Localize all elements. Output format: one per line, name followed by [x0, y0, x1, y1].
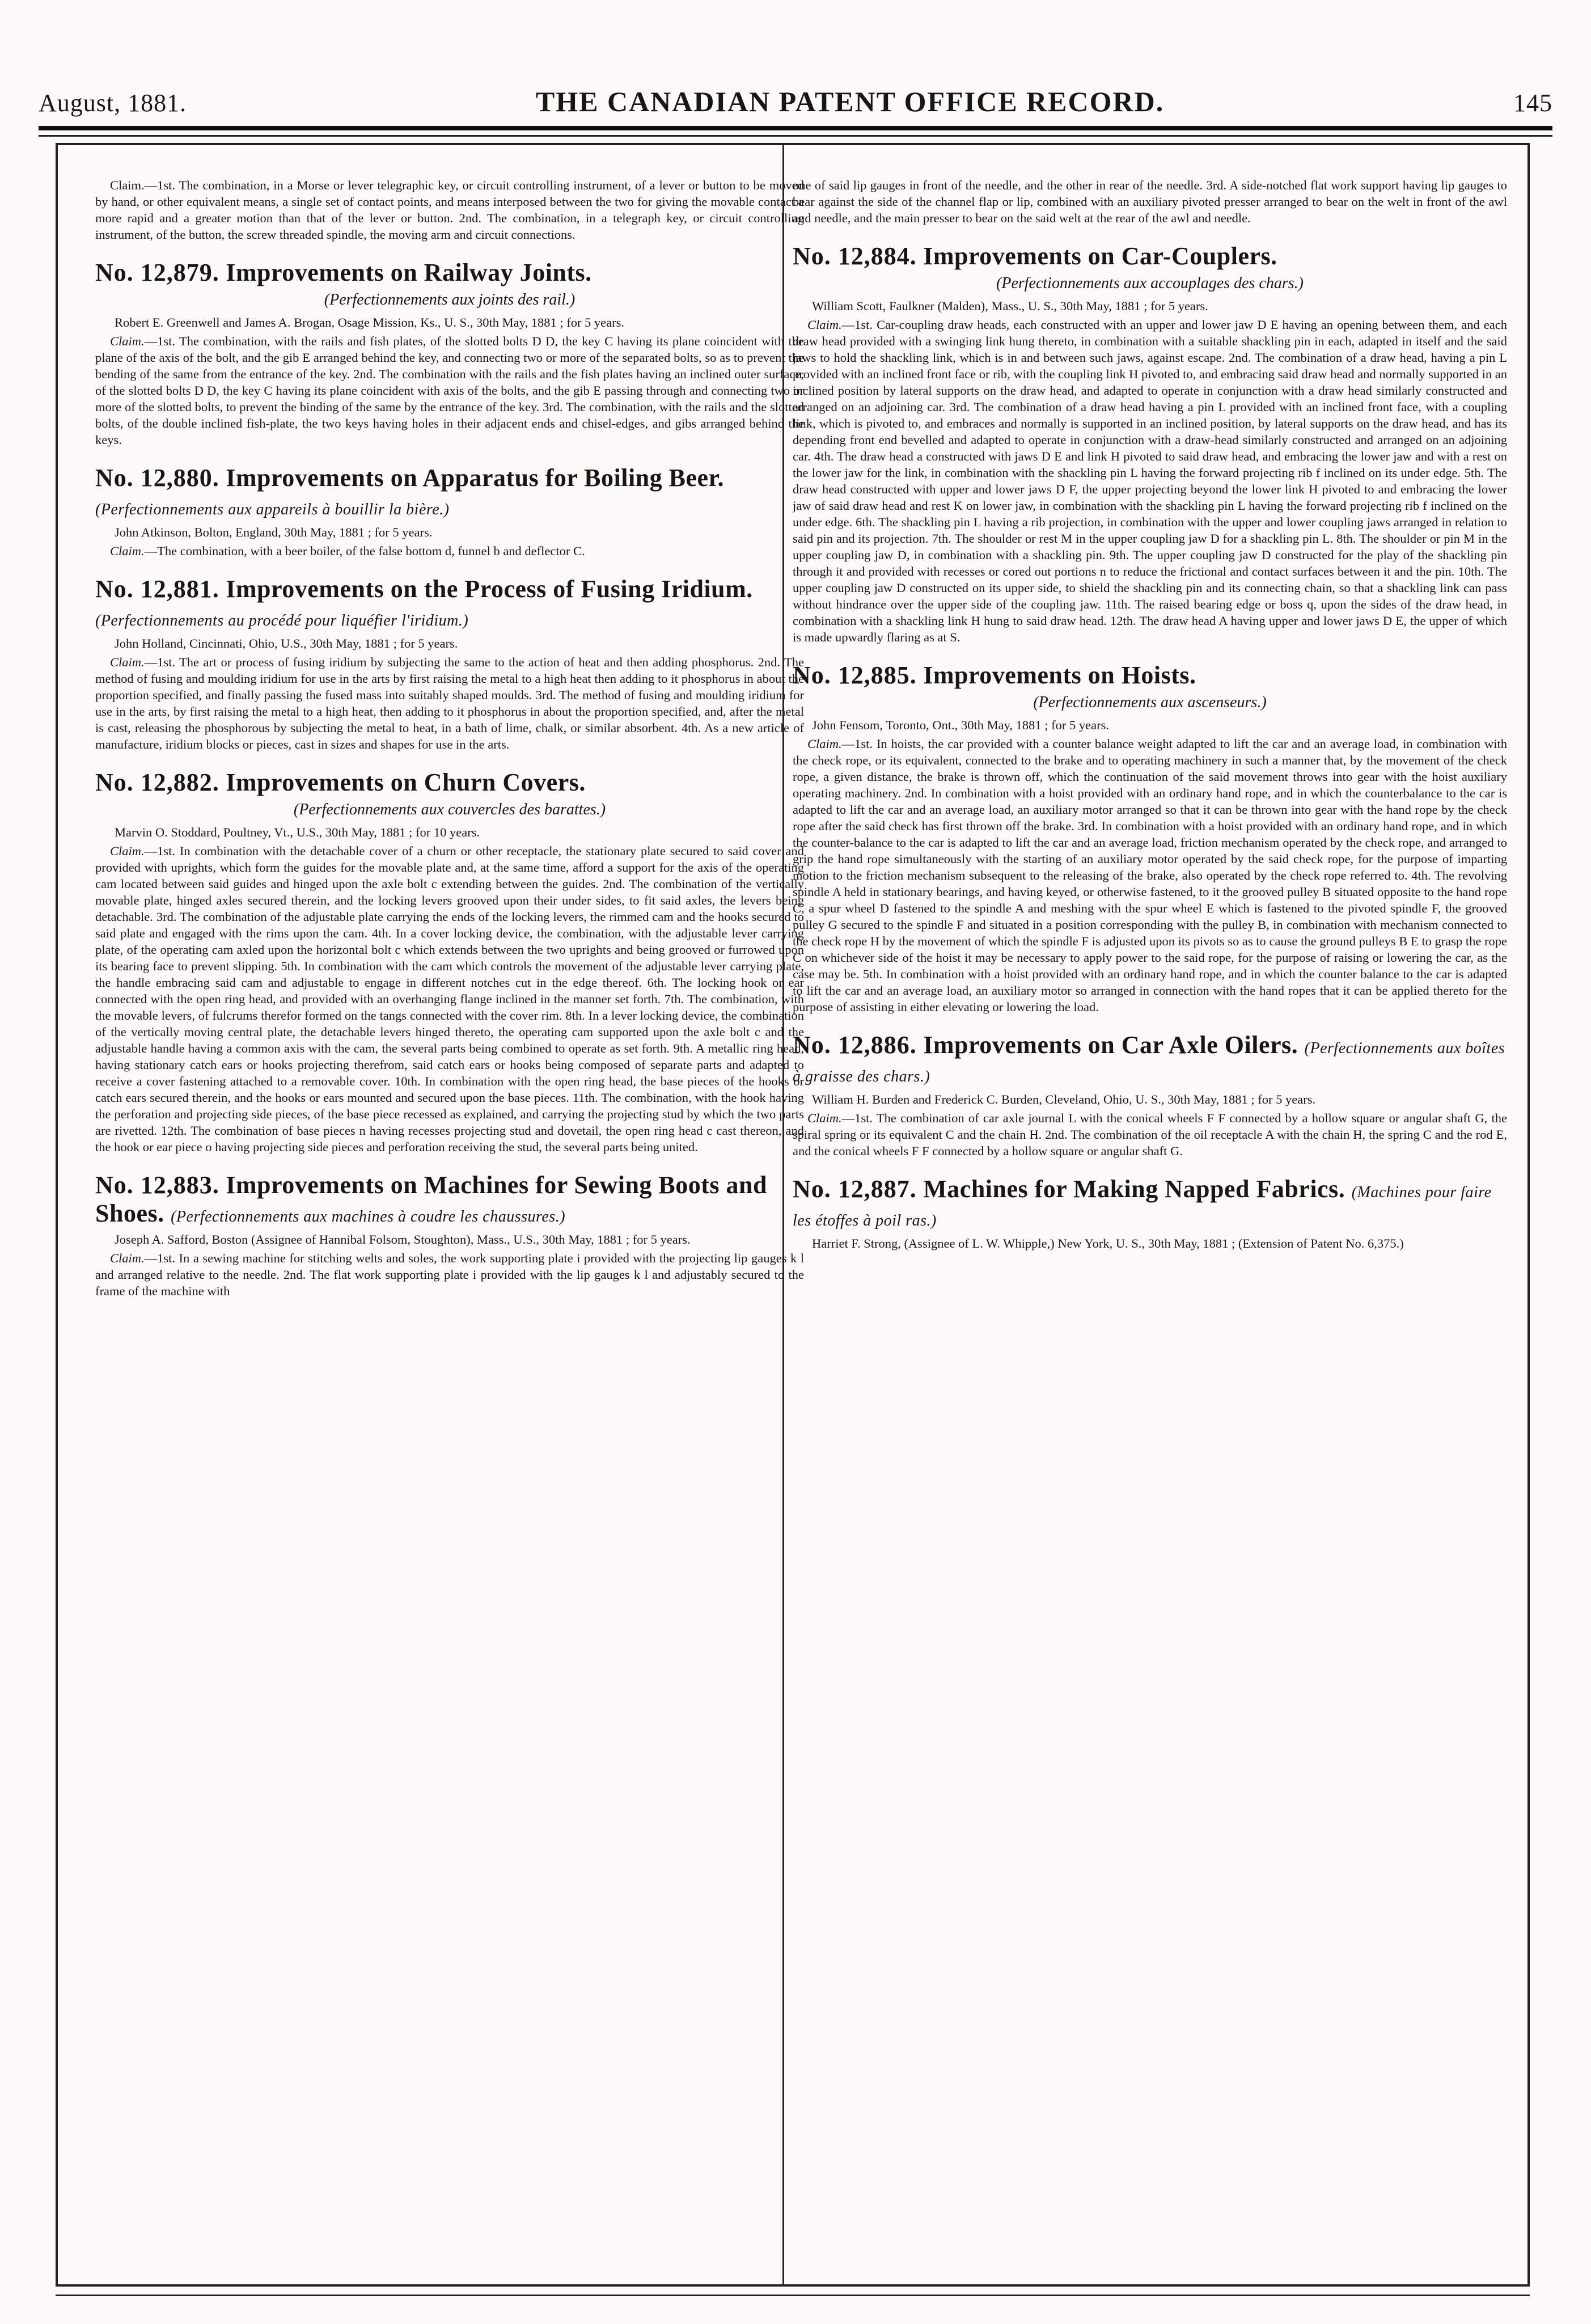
claim-text: —1st. In hoists, the car provided with a counter balance weight adapted to lift the car and an average load, in combination with the check rope, or its equivalent, connected to the brake and to operating machinery in such a manner that, by the movement of the check rope, a given distance, the brake is thrown off, which the continuation of the said movement throws into gear with the hoist auxiliary operating machinery. 2nd. In combination with a hoist provided with an ordinary hand rope, and in which the counterbalance to the car is adapted to lift the car and an average load, an auxiliary motor arranged so that it can be thrown into gear with the hand rope by the check rope after the said check has first thrown off the brake. 3rd. In combination with a hoist provided with an ordinary hand rope, and in which the counter-balance to the car is adapted to lift the car and an average load, friction mechanism operated by the check rope, and arranged to grip the hand rope simultaneously with the starting of an auxiliary motor operated by the said check rope, for the purpose of imparting motion to the friction mechanism subsequent to the releasing of the brake, also operated by the check rope referred to. 4th. The revolving spindle A held in stationary bearings, and having keyed, or otherwise fastened, to it the grooved pulley B situated opposite to the hand rope C, a spur wheel D fastened to the spindle A and meshing with the spur wheel E which is fastened to the pivoted spindle F, the grooved pulley G secured to the spindle F and situated in a position corresponding with the pulley B, in combination with mechanism connected to the check rope H by the movement of which the spindle F is adjusted upon its pivots so as to cause the ground pulleys B E to grasp the rope C on whichever side of the hoist it may be necessary to apply power to the said rope, for the purpose of raising or lowering the car, as the case may be. 5th. In combination with a hoist provided with an ordinary hand rope, and in which the counter balance to the car is adapted to lift the car and an average load, an auxiliary motor so arranged in connection with the hand ropes that it can be applied thereto for the purpose of assisting in either elevating or lowering the load.: [793, 737, 1507, 1014]
patent-heading: [95, 575, 804, 632]
patent-claim: [95, 333, 804, 448]
left-column: [95, 177, 804, 2275]
patent-claim: [95, 543, 804, 559]
claim-label: Claim.: [807, 737, 842, 751]
claim-label: Claim.: [110, 844, 145, 858]
patent-byline: Joseph A. Safford, Boston (Assignee of Hannibal Folsom, Stoughton), Mass., U.S., 30th May, 1881 ; for 5 years.: [115, 1232, 691, 1246]
patent-number: No. 12,886.: [793, 1031, 917, 1059]
page-number: 145: [1513, 89, 1552, 117]
french-title: (Perfectionnements aux boîtes à graisse des chars.): [793, 1040, 1505, 1085]
patent-byline: John Holland, Cincinnati, Ohio, U.S., 30th May, 1881 ; for 5 years.: [115, 636, 458, 650]
claim-text: —1st. The combination of car axle journal L with the conical wheels F F connected by a hollow square or angular shaft G, the spiral spring or its equivalent C and the chain H. 2nd. The combination of the oil receptacle A with the chain H, the spring C and the rod E, and the conical wheels F F connected by a hollow square or angular shaft G.: [793, 1111, 1507, 1158]
patent-title: Improvements on Car Axle Oilers.: [923, 1031, 1298, 1059]
journal-title: THE CANADIAN PATENT OFFICE RECORD.: [535, 86, 1165, 117]
patent-byline: William H. Burden and Frederick C. Burden, Cleveland, Ohio, U. S., 30th May, 1881 ; for 5 years.: [812, 1092, 1316, 1106]
patent-title: Machines for Making Napped Fabrics.: [923, 1175, 1345, 1203]
footer-rule: [56, 2295, 1530, 2296]
french-title: (Perfectionnements aux ascenseurs.): [1033, 694, 1267, 711]
claim-text: —The combination, with a beer boiler, of the false bottom d, funnel b and deflector C.: [144, 544, 585, 558]
patent-title: Improvements on Car-Couplers.: [923, 242, 1277, 270]
patent-heading: [793, 1175, 1507, 1232]
claim-label: Claim.: [807, 1111, 842, 1125]
patent-number: No. 12,885.: [793, 661, 917, 689]
patent-claim: [95, 654, 804, 753]
patent-number: No. 12,879.: [95, 259, 219, 286]
patent-number: No. 12,881.: [95, 575, 219, 603]
patent-byline: John Atkinson, Bolton, England, 30th May, 1881 ; for 5 years.: [115, 525, 433, 539]
patent-12886: [793, 1031, 1507, 1159]
patent-heading: [95, 259, 804, 287]
patent-heading: [95, 768, 804, 797]
patent-title: Improvements on Railway Joints.: [226, 259, 592, 286]
header-rule-thin: [39, 135, 1552, 137]
patent-heading: [95, 464, 804, 521]
patent-byline: Marvin O. Stoddard, Poultney, Vt., U.S., 30th May, 1881 ; for 10 years.: [115, 825, 480, 839]
claim-text: —1st. The combination, with the rails and fish plates, of the slotted bolts D D, the key C having its plane coincident with the plane of the axis of the bolt, and the gib E arranged behind the key, and connecting two or more of the separated bolts, so as to prevent the bending of the same from the entrance of the key. 2nd. The combination with the rails and the fish plates having an inclined outer surface, of the slotted bolts D D, the key C having its plane coincident with axis of the bolts, and the gib E passing through and connecting two or more of the slotted bolts, to prevent the binding of the same by the entrance of the key. 3rd. The combination, with the rails and the slotted bolts, of the double inclined fish-plate, the two keys having holes in their adjacent ends and chisel-edges, and gibs arranged behind the keys.: [95, 334, 804, 447]
french-title: (Perfectionnements aux couvercles des barattes.): [293, 801, 606, 818]
patent-12882: [95, 768, 804, 1155]
patent-number: No. 12,884.: [793, 242, 917, 270]
patent-claim: [95, 843, 804, 1155]
patent-claim: [793, 1110, 1507, 1159]
claim-text: —1st. Car-coupling draw heads, each constructed with an upper and lower jaw D E having an opening between them, and each draw head provided with a swinging link hung thereto, in combination with a suitable shackling pin in each, adapted in itself and the said jaws to hold the shackling link, which is in and between such jaws, against escape. 2nd. The combination of a draw head, having a pin L provided with an inclined front face or rib, with the coupling link H pivoted to, and embracing said draw head and normally supported in an inclined position by lateral supports on the draw head, and adapted to operate in conjunction with a draw head similarly constructed and arranged on an adjoining car. 3rd. The combination of a draw head having a pin L provided with an inclined front face, with a coupling link, which is pivoted to, and embraces and normally is supported in an inclined position, by lateral supports on the draw head, and has its depending front end bevelled and adapted to operate in conjunction with a draw-head similarly constructed and arranged on an adjoining car. 4th. The draw head a constructed with jaws D E and link H pivoted to said draw head, and embracing the lower jaw and with a rest on the lower jaw for the link, in combination with the shackling pin L having the forward projecting rib f inclined on its under edge. 5th. The draw head constructed with upper and lower jaws D F, the upper projecting beyond the lower link H pivoted to and embracing the lower jaw of said draw head and rest K on lower jaw, in combination with the shackling pin L having the forward projecting rib f inclined on the under edge. 6th. The shackling pin L having a rib projection, in combination with the upper and lower coupling jaws arranged in relation to said pin and its projection. 7th. The shoulder or rest M in the upper coupling jaw D for a shackling pin L. 8th. The shoulder or pin M in the upper coupling jaw D, in combination with a shackling pin. 9th. The upper coupling jaw D constructed for the play of the shackling pin through it and provided with recesses or cored out portions n to reduce the frictional and contact surfaces between it and the pin. 10th. The upper coupling jaw D constructed on its upper side, to shield the shackling pin and its connecting chain, so that a shackling link can pass without hindrance over the upper side of the coupling jaw. 11th. The raised bearing edge or boss q, upon the sides of the draw head, in combination with a shackling link H hung to said draw head. 12th. The draw head A having upper and lower jaws D E, the upper of which is made upwardly flaring as at S.: [793, 318, 1507, 644]
claim-text: —1st. In a sewing machine for stitching welts and soles, the work supporting plate i provided with the projecting lip gauges k l and arranged relative to the needle. 2nd. The flat work supporting plate i provided with the lip gauges k l and adjustably secured to the frame of the machine with: [95, 1251, 804, 1298]
patent-byline: William Scott, Faulkner (Malden), Mass., U. S., 30th May, 1881 ; for 5 years.: [812, 299, 1208, 313]
french-title: (Machines pour faire les étoffes à poil ras.): [793, 1184, 1492, 1229]
claim-label: Claim.: [110, 1251, 145, 1265]
french-title: (Perfectionnements aux accouplages des chars.): [996, 274, 1304, 292]
patent-title: Improvements on Apparatus for Boiling Beer.: [226, 464, 725, 492]
patent-title: Improvements on the Process of Fusing Iridium.: [226, 575, 753, 603]
french-title: (Perfectionnements au procédé pour liquéfier l'iridium.): [95, 612, 469, 629]
patent-12879: [95, 259, 804, 448]
claim-label: Claim.: [110, 334, 145, 348]
french-title: (Perfectionnements aux appareils à bouillir la bière.): [95, 501, 450, 518]
patent-12883: [95, 1171, 804, 1299]
running-head: [39, 85, 1552, 118]
patent-12881: [95, 575, 804, 753]
french-title: (Perfectionnements aux joints des rail.): [324, 291, 576, 309]
continued-claim: one of said lip gauges in front of the needle, and the other in rear of the needle. 3rd. A side-notched flat work support having lip gauges to bear against the side of the channel flap or lip, combined with an auxiliary pivoted presser arranged to bear on the welt in front of the awl and needle, and the main presser to bear on the said welt at the rear of the awl and needle.: [793, 178, 1507, 225]
patent-claim: [95, 1250, 804, 1299]
patent-heading: [793, 242, 1507, 271]
right-column: [793, 177, 1507, 2275]
patent-number: No. 12,883.: [95, 1171, 219, 1199]
claim-label: Claim.: [110, 655, 145, 669]
issue-date: August, 1881.: [39, 89, 187, 117]
header-rule: [39, 126, 1552, 130]
patent-12885: [793, 661, 1507, 1015]
patent-12884: [793, 242, 1507, 645]
claim-text: —1st. In combination with the detachable cover of a churn or other receptacle, the stationary plate secured to said cover and provided with uprights, which form the guides for the movable plate and, at the same time, afford a support for the axis of the operating cam located between said guides and hinged upon the axle bolt c extending between the guides. 2nd. The combination of the vertically movable plate, hinged axles secured therein, and the locking levers grooved upon their under sides, to fit said axles, the levers being detachable. 3rd. The combination of the adjustable plate carrying the ends of the locking levers, the rimmed cam and the hooks secured to said plate and engaged with the rims upon the cam. 4th. In a cover locking device, the combination, with the adjustable lever carrying plate, of the operating cam axled upon the horizontal bolt c which extends between the two uprights and being grooved or furrowed upon its bearing face to prevent slipping. 5th. In combination with the cam which controls the movement of the adjustable lever carrying plate, the handle embracing said cam and adjustable to engage in different notches cut in the edge thereof. 6th. The locking hook or ear connected with the open ring head, and provided with an overhanging flange inclined in the manner set forth. 7th. The combination, with the movable levers, of fulcrums therefor formed on the tangs connected with the cover rim. 8th. In a lever locking device, the combination of the vertically moving central plate, the detachable levers hinged thereto, the operating cam supported upon the axle bolt c and the adjustable handle having a common axis with the cam, the several parts being combined to operate as set forth. 9th. A metallic ring head, having stationary catch ears or hooks projecting therefrom, said catch ears or hooks being composed of separate parts and adapted to receive a cover fastening attached to a removable cover. 10th. In combination with the open ring head, the base pieces of the hooks or catch ears secured therein, and the hooks or ears mounted and secured upon the base pieces. 11th. The combination, with the hook having the perforation and projecting side pieces, of the base piece recessed as explained, and carrying the projecting stud by which the two parts are rivetted. 12th. The combination of base pieces n having recesses projecting stud and dovetail, the open ring head c cast thereon, and the hook or ear piece o having projecting side pieces and perforation receiving the stud, the several parts being united.: [95, 844, 804, 1154]
french-title: (Perfectionnements aux machines à coudre les chaussures.): [171, 1208, 566, 1226]
patent-claim: [793, 316, 1507, 645]
patent-heading: [793, 1031, 1507, 1088]
patent-byline: John Fensom, Toronto, Ont., 30th May, 1881 ; for 5 years.: [812, 718, 1110, 732]
claim-label: Claim.: [110, 544, 145, 558]
patent-12887: [793, 1175, 1507, 1252]
patent-claim: [793, 736, 1507, 1015]
patent-heading: [95, 1171, 804, 1228]
patent-byline: Harriet F. Strong, (Assignee of L. W. Whipple,) New York, U. S., 30th May, 1881 ; (Extension of Patent No. 6,375.): [812, 1236, 1404, 1250]
continued-claim: Claim.—1st. The combination, in a Morse or lever telegraphic key, or circuit controlling instrument, of a lever or button to be moved by hand, or other equivalent means, a single set of contact points, and means interposed between the two for giving the movable contact a more rapid and a greater motion than that of the lever or button. 2nd. The combination, in a telegraph key, or circuit controlling instrument, of the button, the screw threaded spindle, the moving arm and circuit connections.: [95, 178, 804, 242]
patent-byline: Robert E. Greenwell and James A. Brogan, Osage Mission, Ks., U. S., 30th May, 1881 ; for 5 years.: [115, 315, 625, 329]
patent-title: Improvements on Churn Covers.: [226, 768, 586, 796]
patent-number: No. 12,880.: [95, 464, 219, 492]
patent-title: Improvements on Machines for Sewing Boots and Shoes.: [95, 1171, 767, 1227]
patent-heading: [793, 661, 1507, 690]
patent-title: Improvements on Hoists.: [923, 661, 1196, 689]
claim-label: Claim.: [807, 318, 842, 332]
patent-12880: [95, 464, 804, 559]
claim-text: —1st. The art or process of fusing iridium by subjecting the same to the action of heat and then adding phosphorus. 2nd. The method of fusing and moulding iridium for use in the arts by first raising the metal to a high heat then adding to it phosphorus in about the proportion specified, and finally passing the fused mass into suitably shaped moulds. 3rd. The method of fusing and moulding iridium for use in the arts, by first raising the metal to a high heat, then adding to it phosphorus in about the proportion specified, and, after the metal is cast, releasing the phosphorous by subjecting the metal to heat, in a bath of lime, chalk, or similar absorbent. 4th. As a new article of manufacture, iridium blocks or pieces, cast in sizes and shapes for use in the arts.: [95, 655, 804, 751]
patent-number: No. 12,882.: [95, 768, 219, 796]
patent-number: No. 12,887.: [793, 1175, 917, 1203]
